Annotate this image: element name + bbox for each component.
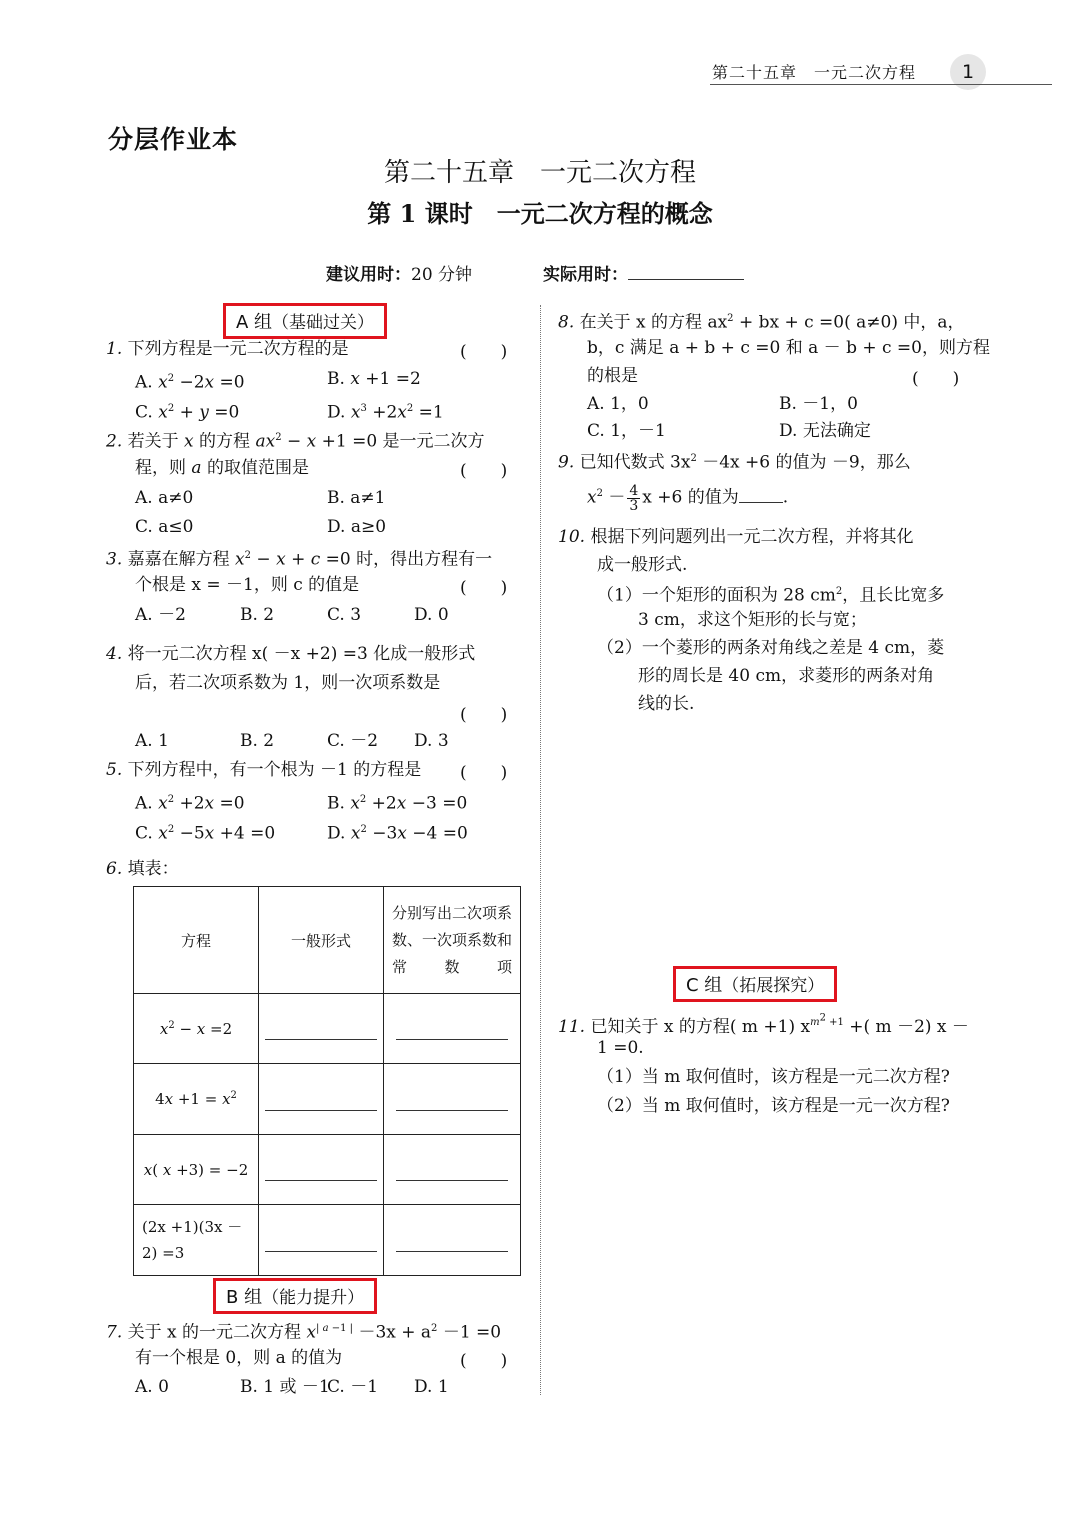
q10-part1-line2: 3 cm，求这个矩形的长与宽；	[638, 610, 867, 630]
actual-time-blank	[628, 265, 744, 280]
q4-option-c: C. －2	[327, 731, 379, 751]
q10-stem-line2: 成一般形式.	[597, 555, 688, 575]
q7-option-c: C. －1	[327, 1377, 379, 1397]
q4-stem-line2: 后，若二次项系数为 1，则一次项系数是	[135, 673, 441, 693]
table-header-general-form: 一般形式	[259, 887, 384, 994]
q1-option-d: D. $x^3 +2x^2 =1$	[327, 402, 444, 423]
q8-option-d: D. 无法确定	[779, 421, 871, 441]
q10-part1-line1: （1）一个矩形的面积为 28 $cm^2$，且长比宽多	[597, 585, 945, 606]
q5-option-d: D. $x^2 -3x -4 =0$	[327, 823, 468, 844]
q9-stem-line2: $x^2$ － $\frac{4}{3}$ x +6 的值为 .	[587, 482, 789, 514]
table-blank-2b[interactable]	[384, 1064, 521, 1135]
q2-option-c: C. a≤0	[135, 517, 194, 537]
table-blank-3b[interactable]	[384, 1135, 521, 1205]
q1-answer-paren: ( )	[460, 342, 508, 362]
q7-option-a: A. 0	[135, 1377, 169, 1397]
q9-answer-blank[interactable]	[739, 490, 783, 503]
q8-stem-line2: b，c 满足 a + b + c =0 和 a － b + c =0，则方程	[587, 338, 990, 358]
table-equation-1: $x^2 - x =2$	[134, 994, 259, 1064]
table-blank-4b[interactable]	[384, 1205, 521, 1276]
q8-stem-line3: 的根是	[587, 366, 638, 386]
q8-option-b: B. －1，0	[779, 394, 858, 414]
lesson-title: 第 1 课时 一元二次方程的概念	[367, 199, 713, 228]
column-divider	[540, 305, 541, 1395]
table-blank-3a[interactable]	[259, 1135, 384, 1205]
q8-option-c: C. 1，－1	[587, 421, 666, 441]
q11-stem-line1: 11. 已知关于 x 的方程( m +1) $x^{m^2 +1}$ +( m －2) x －	[558, 1013, 969, 1037]
header-rule	[710, 84, 1052, 85]
q5-option-b: B. $x^2 +2x -3 =0$	[327, 793, 468, 814]
page-number: 1	[950, 54, 986, 90]
q7-option-d: D. 1	[414, 1377, 449, 1397]
table-blank-2a[interactable]	[259, 1064, 384, 1135]
table-equation-3: x( x +3) = −2	[134, 1135, 259, 1205]
q7-stem-line1: 7. 关于 x 的一元二次方程 $x^{| a -1 |} -3x + a^2 -1 =0$	[106, 1322, 502, 1343]
q4-option-a: A. 1	[135, 731, 169, 751]
q4-option-d: D. 3	[414, 731, 449, 751]
q4-option-b: B. 2	[240, 731, 275, 751]
table-blank-4a[interactable]	[259, 1205, 384, 1276]
q11-stem-line2: 1 =0.	[597, 1038, 644, 1058]
q10-stem-line1: 10. 根据下列问题列出一元二次方程，并将其化	[558, 527, 914, 547]
q1-stem: 1. 下列方程是一元二次方程的是	[106, 339, 349, 359]
q3-option-a: A. －2	[135, 605, 186, 625]
q7-option-b: B. 1 或 －1	[240, 1377, 330, 1397]
q11-part2: （2）当 m 取何值时，该方程是一元一次方程?	[597, 1096, 950, 1116]
q2-option-a: A. a≠0	[135, 488, 194, 508]
q1-option-a: A. $x^2 -2x =0$	[135, 372, 245, 393]
q2-stem-line1: 2. 若关于 x 的方程 $ax^2 - x +1 =0$ 是一元二次方	[106, 431, 485, 452]
q5-option-a: A. $x^2 +2x =0$	[135, 793, 245, 814]
actual-time: 实际用时：	[543, 260, 744, 285]
q5-stem: 5. 下列方程中，有一个根为 －1 的方程是	[106, 760, 422, 780]
table-header-coefficients: 分别写出二次项系数、一次项系数和常数项	[384, 887, 521, 994]
q10-part2-line1: （2）一个菱形的两条对角线之差是 4 cm，菱	[597, 638, 945, 658]
q3-option-c: C. 3	[327, 605, 362, 625]
q10-part2-line3: 线的长.	[638, 694, 695, 714]
q9-fraction: $\frac{4}{3}$	[629, 482, 639, 514]
q3-stem-line2: 个根是 x = －1，则 c 的值是	[135, 575, 360, 595]
q8-answer-paren: ( )	[912, 369, 960, 389]
q9-stem-line1: 9. 已知代数式 $3x^2 -4x +6$ 的值为 －9，那么	[558, 452, 911, 473]
q7-answer-paren: ( )	[460, 1351, 508, 1371]
q8-option-a: A. 1，0	[587, 394, 649, 414]
q6-stem: 6. 填表：	[106, 859, 179, 879]
table-header-equation: 方程	[134, 887, 259, 994]
q2-option-d: D. a≥0	[327, 517, 387, 537]
q4-stem-line1: 4. 将一元二次方程 x( －x +2) =3 化成一般形式	[106, 644, 476, 664]
fill-table	[133, 886, 521, 1276]
q8-stem-line1: 8. 在关于 x 的方程 $ax^2$ + bx + c =0( a≠0) 中，a，	[558, 312, 965, 333]
q1-option-b: B. x +1 =2	[327, 369, 421, 389]
q2-stem-line2: 程，则 a 的取值范围是	[135, 458, 309, 478]
brand-title: 分层作业本	[108, 125, 239, 154]
suggested-time: 建议用时：20 分钟	[326, 265, 473, 285]
running-title: 第二十五章 一元二次方程	[712, 63, 917, 82]
q5-answer-paren: ( )	[460, 763, 508, 783]
table-blank-1a[interactable]	[259, 994, 384, 1064]
q10-part2-line2: 形的周长是 40 cm，求菱形的两条对角	[638, 666, 935, 686]
table-equation-4: (2x +1)(3x － 2) =3	[134, 1205, 259, 1276]
table-equation-2: $4x +1 = x^2$	[134, 1064, 259, 1135]
group-b-box: B 组（能力提升）	[213, 1278, 377, 1314]
q1-option-c: C. $x^2 + y =0$	[135, 402, 240, 423]
q3-option-d: D. 0	[414, 605, 449, 625]
q3-stem-line1: 3. 嘉嘉在解方程 $x^2 - x + c =0$ 时，得出方程有一	[106, 549, 493, 570]
q7-stem-line2: 有一个根是 0，则 a 的值为	[135, 1348, 343, 1368]
q11-part1: （1）当 m 取何值时，该方程是一元二次方程?	[597, 1067, 950, 1087]
q2-answer-paren: ( )	[460, 461, 508, 481]
q3-option-b: B. 2	[240, 605, 275, 625]
group-c-box: C 组（拓展探究）	[673, 966, 837, 1002]
q2-option-b: B. a≠1	[327, 488, 386, 508]
table-blank-1b[interactable]	[384, 994, 521, 1064]
q4-answer-paren: ( )	[460, 705, 508, 725]
chapter-title: 第二十五章 一元二次方程	[383, 158, 696, 188]
q5-option-c: C. $x^2 -5x +4 =0$	[135, 823, 276, 844]
group-a-box: A 组（基础过关）	[223, 303, 387, 339]
q3-answer-paren: ( )	[460, 578, 508, 598]
